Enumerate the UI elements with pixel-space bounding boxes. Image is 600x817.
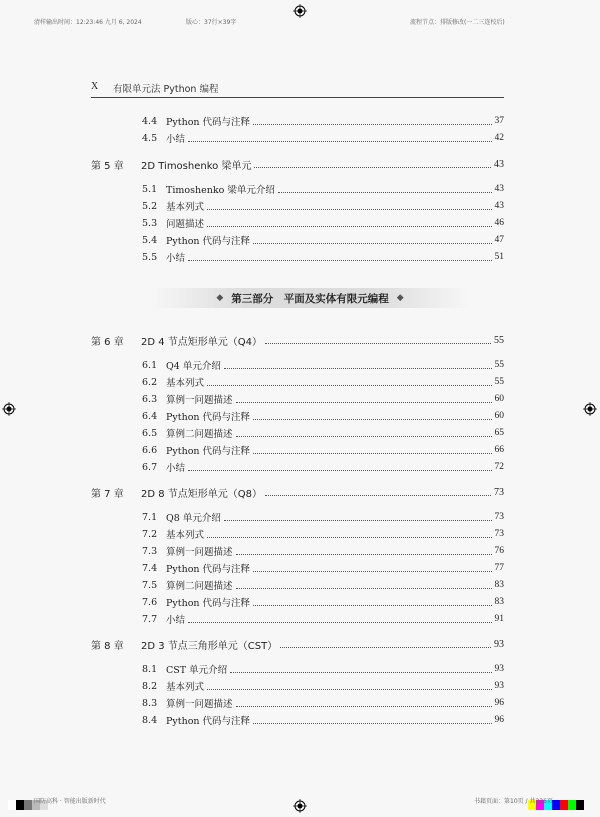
toc-title: 基本列式 xyxy=(166,378,205,389)
toc-title: 基本列式 xyxy=(166,202,205,213)
toc-page-number: 72 xyxy=(494,462,504,472)
toc-page-number: 83 xyxy=(494,597,504,607)
toc-title: 算例一问题描述 xyxy=(166,395,233,406)
toc-page-number: 96 xyxy=(494,715,504,725)
toc-number: 4.5 xyxy=(142,132,158,144)
toc-section-row[interactable] xyxy=(142,216,504,230)
toc-number: 第 8 章 xyxy=(91,640,124,652)
dot-leader xyxy=(207,385,491,386)
slug-publisher: 国防高科 · 智能出版新时代 xyxy=(34,798,106,805)
toc-title: 算例二问题描述 xyxy=(166,581,233,592)
toc-number: 8.2 xyxy=(142,680,158,692)
dot-leader xyxy=(224,368,492,369)
toc-page-number: 66 xyxy=(494,445,504,455)
toc-title: 小结 xyxy=(166,463,186,474)
toc-title: CST 单元介绍 xyxy=(166,665,228,676)
dot-leader xyxy=(207,226,491,227)
toc-title: 2D 4 节点矩形单元（Q4） xyxy=(141,336,263,348)
toc-section-row[interactable] xyxy=(142,426,504,440)
diamond-left-icon: ◆ xyxy=(216,293,224,303)
toc-page-number: 46 xyxy=(494,218,504,228)
dot-leader xyxy=(188,622,491,623)
dot-leader xyxy=(236,588,492,589)
registration-mark-left-icon xyxy=(2,402,16,416)
dot-leader xyxy=(253,453,491,454)
dot-leader xyxy=(254,167,491,168)
toc-number: 7.7 xyxy=(142,613,158,625)
registration-mark-right-icon xyxy=(583,402,597,416)
toc-number: 5.2 xyxy=(142,200,158,212)
toc-page-number: 43 xyxy=(494,184,504,194)
toc-title: Python 代码与注释 xyxy=(166,446,251,457)
registration-mark-bottom-icon xyxy=(293,799,307,813)
diamond-right-icon: ◆ xyxy=(396,293,404,303)
dot-leader xyxy=(265,495,491,496)
toc-page-number: 37 xyxy=(494,116,504,126)
toc-chapter-row[interactable] xyxy=(91,157,504,171)
toc-number: 7.1 xyxy=(142,511,158,523)
toc-number: 6.7 xyxy=(142,461,158,473)
toc-chapter-row[interactable] xyxy=(91,485,504,499)
dot-leader xyxy=(236,706,492,707)
toc-section-row[interactable] xyxy=(142,182,504,196)
toc-section-row[interactable] xyxy=(142,114,504,128)
toc-page-number: 43 xyxy=(494,158,504,170)
toc-page-number: 55 xyxy=(494,334,504,346)
toc-title: Python 代码与注释 xyxy=(166,598,251,609)
dot-leader xyxy=(253,605,491,606)
toc-number: 7.4 xyxy=(142,562,158,574)
toc-page-number: 93 xyxy=(494,664,504,674)
dot-leader xyxy=(230,672,491,673)
toc-page-number: 60 xyxy=(494,411,504,421)
toc-page-number: 93 xyxy=(494,681,504,691)
toc-section-row[interactable] xyxy=(142,578,504,592)
toc-number: 8.3 xyxy=(142,697,158,709)
toc-page-number: 83 xyxy=(494,580,504,590)
part-title: 第三部分 平面及实体有限元编程 xyxy=(231,292,389,305)
toc-number: 7.2 xyxy=(142,528,158,540)
toc-title: Python 代码与注释 xyxy=(166,716,251,727)
color-swatch xyxy=(568,800,576,810)
dot-leader xyxy=(253,723,491,724)
toc-title: 算例二问题描述 xyxy=(166,429,233,440)
toc-number: 6.3 xyxy=(142,393,158,405)
dot-leader xyxy=(253,571,491,572)
dot-leader xyxy=(188,470,491,471)
toc-number: 6.5 xyxy=(142,427,158,439)
toc-title: Python 代码与注释 xyxy=(166,236,251,247)
dot-leader xyxy=(188,260,491,261)
dot-leader xyxy=(253,124,491,125)
color-swatch xyxy=(576,800,584,810)
toc-number: 5.5 xyxy=(142,251,158,263)
toc-title: Timoshenko 梁单元介绍 xyxy=(166,185,275,196)
slug-layout: 版心：37行×39字 xyxy=(186,19,237,26)
toc-title: 2D 8 节点矩形单元（Q8） xyxy=(141,488,263,500)
toc-section-row[interactable] xyxy=(142,713,504,727)
color-swatch xyxy=(16,800,24,810)
slug-output-time: 清样输出时间：12:23:46 九月 6, 2024 xyxy=(34,19,142,26)
toc-section-row[interactable] xyxy=(142,199,504,213)
slug-page-info: 书籍页面：第10页 / 共236页 xyxy=(474,798,553,805)
toc-chapter-row[interactable] xyxy=(91,333,504,347)
toc-number: 第 5 章 xyxy=(91,160,124,172)
toc-title: 2D Timoshenko 梁单元 xyxy=(141,160,252,172)
slug-process: 流程节点：排版修改(一二三连校后) xyxy=(410,19,505,26)
dot-leader xyxy=(207,689,491,690)
toc-section-row[interactable] xyxy=(142,250,504,264)
toc-number: 6.6 xyxy=(142,444,158,456)
toc-title: Python 代码与注释 xyxy=(166,564,251,575)
dot-leader xyxy=(236,554,492,555)
dot-leader xyxy=(236,436,492,437)
toc-section-row[interactable] xyxy=(142,460,504,474)
dot-leader xyxy=(224,520,492,521)
toc-number: 8.1 xyxy=(142,663,158,675)
toc-section-row[interactable] xyxy=(142,131,504,145)
toc-section-row[interactable] xyxy=(142,612,504,626)
toc-number: 4.4 xyxy=(142,115,158,127)
part-banner xyxy=(150,288,470,308)
toc-section-row[interactable] xyxy=(142,544,504,558)
toc-section-row[interactable] xyxy=(142,561,504,575)
toc-page-number: 77 xyxy=(494,563,504,573)
toc-number: 5.3 xyxy=(142,217,158,229)
toc-title: 2D 3 节点三角形单元（CST） xyxy=(141,640,278,652)
toc-title: 基本列式 xyxy=(166,682,205,693)
toc-number: 7.3 xyxy=(142,545,158,557)
toc-section-row[interactable] xyxy=(142,375,504,389)
toc-section-row[interactable] xyxy=(142,696,504,710)
toc-page-number: 73 xyxy=(494,512,504,522)
toc-page-number: 76 xyxy=(494,546,504,556)
toc-title: 小结 xyxy=(166,134,186,145)
toc-title: Python 代码与注释 xyxy=(166,117,251,128)
toc-section-row[interactable] xyxy=(142,595,504,609)
toc-number: 6.1 xyxy=(142,359,158,371)
toc-number: 第 6 章 xyxy=(91,336,124,348)
toc-page-number: 73 xyxy=(494,529,504,539)
toc-section-row[interactable] xyxy=(142,510,504,524)
dot-leader xyxy=(265,343,491,344)
toc-title: 小结 xyxy=(166,615,186,626)
book-title: 有限单元法 Python 编程 xyxy=(113,84,219,95)
toc-title: Python 代码与注释 xyxy=(166,412,251,423)
dot-leader xyxy=(236,402,492,403)
toc-title: 算例一问题描述 xyxy=(166,547,233,558)
toc-number: 7.5 xyxy=(142,579,158,591)
toc-page-number: 42 xyxy=(494,133,504,143)
toc-page-number: 55 xyxy=(494,360,504,370)
toc-page-number: 47 xyxy=(494,235,504,245)
toc-title: 基本列式 xyxy=(166,530,205,541)
toc-number: 6.2 xyxy=(142,376,158,388)
dot-leader xyxy=(188,141,491,142)
color-swatch xyxy=(552,800,560,810)
toc-title: Q8 单元介绍 xyxy=(166,513,221,524)
color-swatch xyxy=(8,800,16,810)
toc-title: 小结 xyxy=(166,253,186,264)
toc-page-number: 91 xyxy=(494,614,504,624)
dot-leader xyxy=(253,419,491,420)
toc-title: 算例一问题描述 xyxy=(166,699,233,710)
toc-section-row[interactable] xyxy=(142,679,504,693)
toc-section-row[interactable] xyxy=(142,527,504,541)
dot-leader xyxy=(253,243,491,244)
toc-number: 8.4 xyxy=(142,714,158,726)
toc-page-number: 93 xyxy=(494,638,504,650)
toc-chapter-row[interactable] xyxy=(91,637,504,651)
toc-number: 第 7 章 xyxy=(91,488,124,500)
toc-number: 5.1 xyxy=(142,183,158,195)
dot-leader xyxy=(280,647,491,648)
toc-number: 6.4 xyxy=(142,410,158,422)
dot-leader xyxy=(278,192,492,193)
toc-page-number: 55 xyxy=(494,377,504,387)
toc-title: 问题描述 xyxy=(166,219,205,230)
toc-section-row[interactable] xyxy=(142,443,504,457)
toc-section-row[interactable] xyxy=(142,358,504,372)
toc-page-number: 73 xyxy=(494,486,504,498)
toc-section-row[interactable] xyxy=(142,409,504,423)
toc-number: 5.4 xyxy=(142,234,158,246)
toc-page-number: 60 xyxy=(494,394,504,404)
toc-title: Q4 单元介绍 xyxy=(166,361,221,372)
dot-leader xyxy=(207,209,491,210)
toc-number: 7.6 xyxy=(142,596,158,608)
dot-leader xyxy=(207,537,491,538)
page-number-roman: X xyxy=(91,81,99,92)
toc-page-number: 65 xyxy=(494,428,504,438)
toc-page-number: 96 xyxy=(494,698,504,708)
registration-mark-top-icon xyxy=(293,4,307,18)
color-swatch xyxy=(560,800,568,810)
running-header xyxy=(91,78,504,98)
toc-page-number: 43 xyxy=(494,201,504,211)
toc-section-row[interactable] xyxy=(142,662,504,676)
toc-page-number: 51 xyxy=(494,252,504,262)
toc-section-row[interactable] xyxy=(142,392,504,406)
toc-section-row[interactable] xyxy=(142,233,504,247)
color-swatch xyxy=(24,800,32,810)
